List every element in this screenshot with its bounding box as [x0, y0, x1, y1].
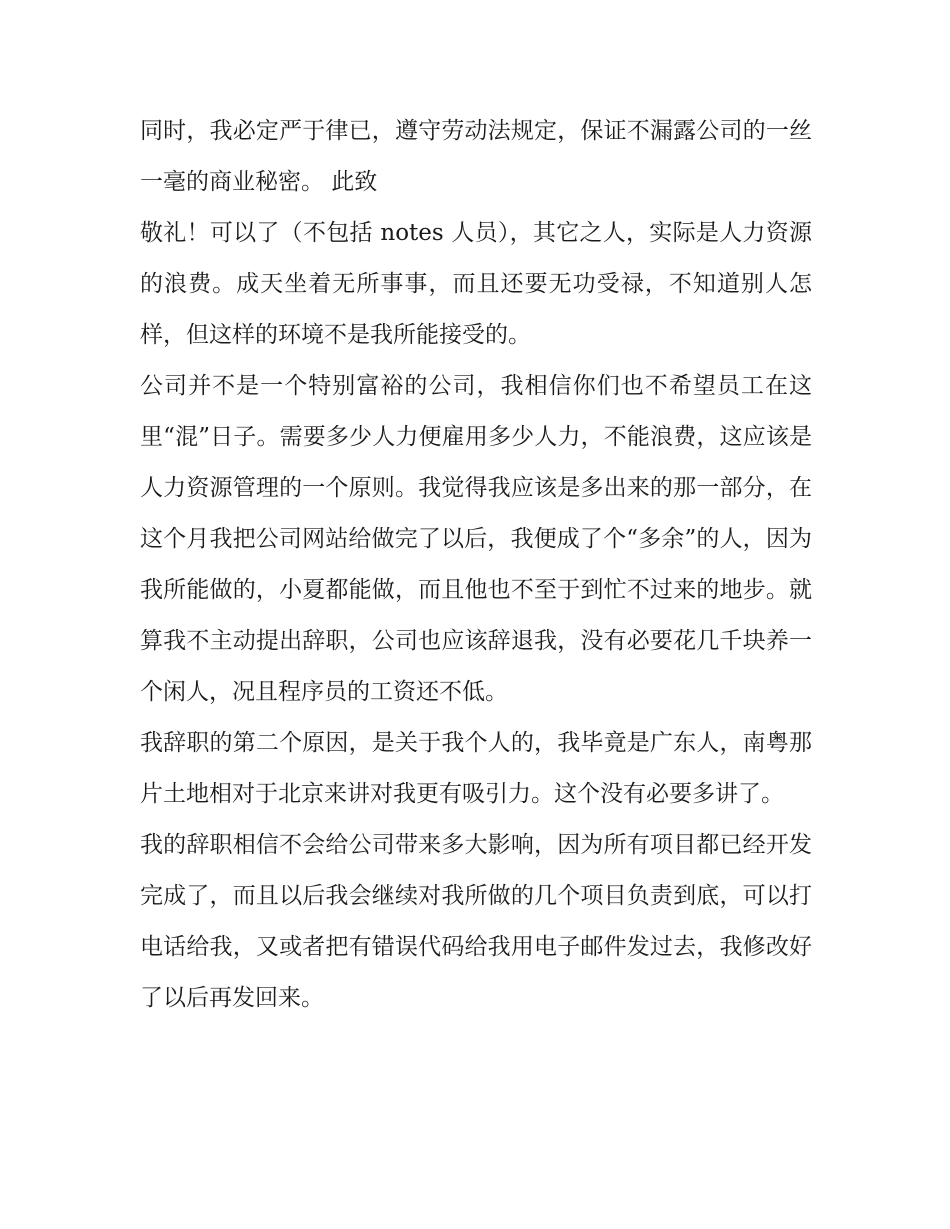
document-body — [140, 106, 812, 1024]
paragraph-redundant-role: 公司并不是一个特别富裕的公司，我相信你们也不希望员工在这里“混”日子。需要多少人力便雇用多少人力，不能浪费，这应该是人力资源管理的一个原则。我觉得我应该是多出来的那一部分，在这个月我把公司网站给做完了以后，我便成了个“多余”的人，因为我所能做的，小夏都能做，而且他也不至于到忙不过来的地步。就算我不主动提出辞职，公司也应该辞退我，没有必要花几千块养一个闲人，况且程序员的工资还不低。 — [140, 373, 812, 705]
paragraph-project-handover: 我的辞职相信不会给公司带来多大影响，因为所有项目都已经开发完成了，而且以后我会继续对我所做的几个项目负责到底，可以打电话给我，又或者把有错误代码给我用电子邮件发过去，我修改好了以后再发回来。 — [140, 832, 812, 1011]
paragraph-confidentiality: 同时，我必定严于律已，遵守劳动法规定，保证不漏露公司的一丝一毫的商业秘密。 此致 — [140, 118, 812, 195]
paragraph-personal-reason: 我辞职的第二个原因，是关于我个人的，我毕竟是广东人，南粤那片土地相对于北京来讲对我更有吸引力。这个没有必要多讲了。 — [140, 730, 812, 807]
paragraph-resource-waste: 敬礼！可以了（不包括 notes 人员），其它之人，实际是人力资源的浪费。成天坐着无所事事，而且还要无功受禄，不知道别人怎样，但这样的环境不是我所能接受的。 — [140, 220, 812, 348]
